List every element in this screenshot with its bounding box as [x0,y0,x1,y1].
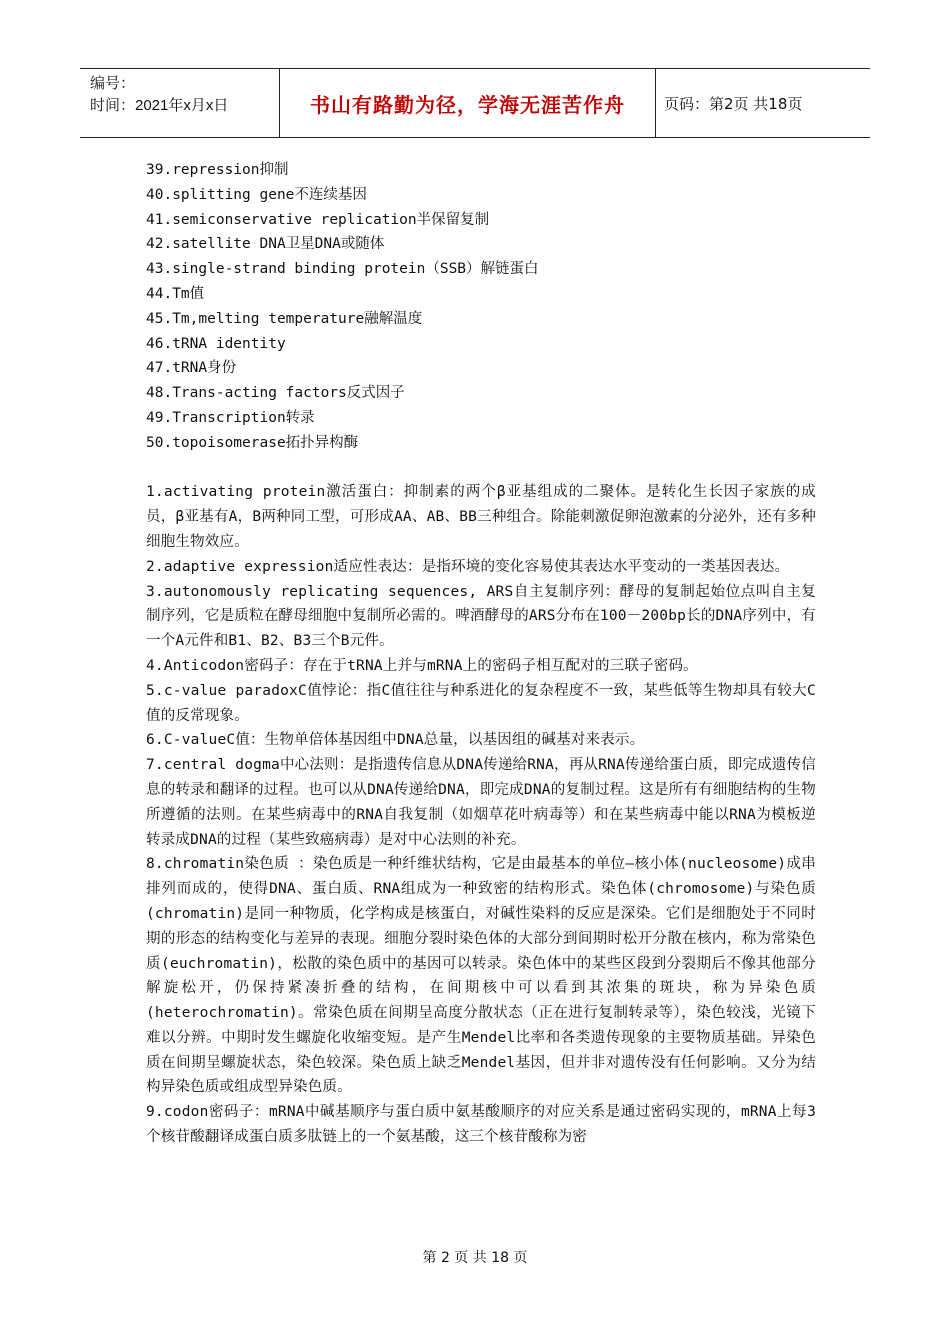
term-item: 41.semiconservative replication半保留复制 [146,211,490,228]
definition-paragraph: 5.c-value paradoxC值悖论：指C值往往与种系进化的复杂程度不一致，某些低等生物却具有较大C值的反常现象。 [146,682,816,724]
definition-paragraph: 6.C-valueC值：生物单倍体基因组中DNA总量，以基因组的碱基对来表示。 [146,732,645,749]
term-item: 50.topoisomerase拓扑异构酶 [146,434,359,451]
page-info-text: 页码：第2页 共18页 [664,94,803,113]
header-page-info [656,69,870,137]
term-item: 48.Trans-acting factors反式因子 [146,385,405,402]
header-meta [80,69,280,137]
term-item: 47.tRNA身份 [146,360,237,377]
document-body [146,158,816,1150]
number-label: 编号： [90,75,136,92]
definition-paragraph: 7.central dogma中心法则：是指遗传信息从DNA传递给RNA，再从RNA传递给蛋白质，即完成遗传信息的转录和翻译的过程。也可以从DNA传递给DNA，即完成DNA的复制过程。这是所有有细胞结构的生物所遵循的法则。在某些病毒中的RNA自我复制（如烟草花叶病毒等）和在某些病毒中能以RNA为模板逆转录成DNA的过程（某些致癌病毒）是对中心法则的补充。 [146,757,817,848]
header-motto-cell [280,69,656,137]
definition-paragraph: 8.chromatin染色质 ：染色质是一种纤维状结构，它是由最基本的单位—核小体(nucleosome)成串排列而成的，使得DNA、蛋白质、RNA组成为一种致密的结构形式。染色体(chromosome)与染色质 (chromatin)是同一种物质，化学构成是核蛋白，对碱性染料的反应是深染。它们是细胞处于不同时期的形态的结构变化与差异的表现。细胞分裂时染色体的大部分到间期时松开分散在核内，称为常染色质(euchromatin)，松散的染色质中的基因可以转录。染色体中的某些区段到分裂期后不像其他部分解旋松开，仍保持紧凑折叠的结构，在间期核中可以看到其浓集的斑块，称为异染色质(heterochromatin)。常染色质在间期呈高度分散状态（正在进行复制转录等），染色较浅，光镜下难以分辨。中期时发生螺旋化收缩变短。是产生Mendel比率和各类遗传现象的主要物质基础。异染色质在间期呈螺旋状态，染色较深。染色质上缺乏Mendel基因，但并非对遗传没有任何影响。又分为结构异染色质或组成型异染色质。 [146,856,816,1096]
definition-paragraph: 4.Anticodon密码子：存在于tRNA上并与mRNA上的密码子相互配对的三联子密码。 [146,657,698,674]
definition-paragraph: 9.codon密码子：mRNA中碱基顺序与蛋白质中氨基酸顺序的对应关系是通过密码实现的，mRNA上每3个核苷酸翻译成蛋白质多肽链上的一个氨基酸，这三个核苷酸称为密 [146,1104,816,1146]
term-item: 44.Tm值 [146,285,205,302]
time-label: 时间：2021年x月x日 [90,97,229,114]
section-spacer [146,456,816,481]
definition-paragraph: 3.autonomously replicating sequences, ARS自主复制序列：酵母的复制起始位点叫自主复制序列，它是质粒在酵母细胞中复制所必需的。啤酒酵母的ARS分布在100－200bp长的DNA序列中，有一个A元件和B1、B2、B3三个B元件。 [146,583,816,650]
term-item: 42.satellite DNA卫星DNA或随体 [146,236,385,253]
motto-text: 书山有路勤为径，学海无涯苦作舟 [310,92,625,117]
page-header [80,68,870,138]
definition-paragraph: 1.activating protein激活蛋白：抑制素的两个β亚基组成的二聚体。是转化生长因子家族的成员，β亚基有A，B两种同工型，可形成AA、AB、BB三种组合。除能刺激促卵泡激素的分泌外，还有多种细胞生物效应。 [146,484,816,550]
definition-list [146,480,816,1150]
term-item: 43.single-strand binding protein（SSB）解链蛋白 [146,261,539,278]
definition-paragraph: 2.adaptive expression适应性表达：是指环境的变化容易使其表达水平变动的一类基因表达。 [146,558,790,575]
page-footer: 第 2 页 共 18 页 [422,1250,528,1266]
term-item: 45.Tm,melting temperature融解温度 [146,310,423,327]
term-item: 49.Transcription转录 [146,409,315,426]
term-item: 46.tRNA identity [146,335,286,352]
term-item: 39.repression抑制 [146,162,289,178]
term-item: 40.splitting gene不连续基因 [146,186,367,203]
term-list [146,158,816,456]
